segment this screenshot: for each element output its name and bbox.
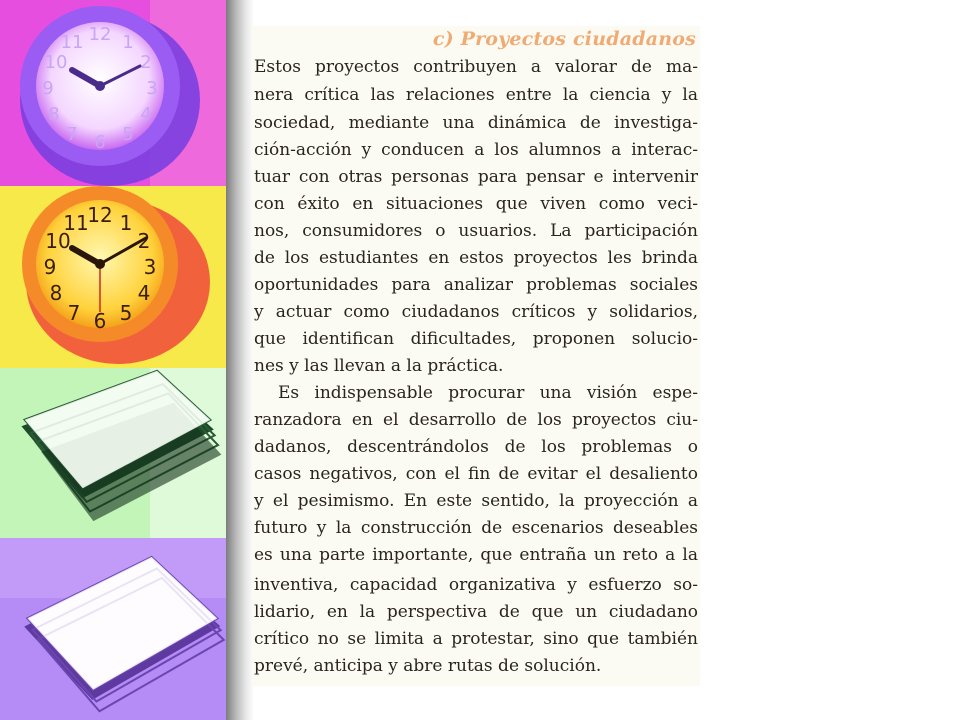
text-line: sociedad, mediante una dinámica de investiga- — [254, 113, 698, 133]
clock-numeral: 12 — [88, 24, 112, 45]
clock-numeral: 7 — [67, 301, 81, 325]
clock-numeral: 10 — [44, 52, 68, 73]
clock-numeral: 7 — [66, 124, 78, 145]
text-line: crítico no se limita a protestar, sino que también — [254, 629, 698, 649]
text-line: ranzadora en el desarrollo de los proyectos ciu- — [254, 410, 698, 430]
clock-numeral: 6 — [94, 132, 106, 153]
text-line: nos, consumidores o usuarios. La participación — [254, 221, 698, 241]
clock-numeral: 2 — [140, 52, 152, 73]
text-line: inventiva, capacidad organizativa y esfuerzo so- — [254, 575, 698, 595]
text-line: nera crítica las relaciones entre la ciencia y la — [254, 85, 698, 105]
text-line: lidario, en la perspectiva de que un ciudadano — [254, 602, 698, 622]
text-line: nes y las llevan a la práctica. — [254, 356, 504, 376]
clock-numeral: 8 — [48, 104, 60, 125]
text-line: tuar con otras personas para pensar e intervenir — [254, 167, 698, 187]
decorative-image-strip — [0, 0, 226, 720]
clock-numeral: 8 — [49, 281, 63, 305]
clock-numeral: 11 — [63, 211, 89, 235]
clock-image-yellow — [0, 186, 226, 368]
section-heading: c) Proyectos ciudadanos — [432, 28, 696, 50]
clock-numeral: 11 — [60, 32, 84, 53]
text-line: y actuar como ciudadanos críticos y solidarios, — [254, 302, 698, 322]
text-line: futuro y la construcción de escenarios deseables — [254, 518, 698, 538]
clock-numeral: 12 — [87, 203, 113, 227]
papers-image-green — [0, 368, 226, 538]
text-line: y el pesimismo. En este sentido, la proyección a — [254, 491, 698, 511]
clock-numeral: 2 — [137, 229, 151, 253]
text-line: casos negativos, con el fin de evitar el desaliento — [254, 464, 698, 484]
text-line: ción-acción y conducen a los alumnos a interac- — [254, 140, 698, 160]
text-line: dadanos, descentrándolos de los problemas o — [254, 437, 698, 457]
papers-image-violet — [0, 538, 226, 720]
clock-numeral: 1 — [122, 32, 134, 53]
text-line: que identifican dificultades, proponen solucio- — [254, 329, 698, 349]
clock-numeral: 3 — [146, 78, 158, 99]
clock-numeral: 4 — [137, 281, 151, 305]
text-line: de los estudiantes en estos proyectos les brinda — [254, 248, 698, 268]
clock-numeral: 10 — [45, 229, 71, 253]
clock-image-magenta — [0, 0, 226, 186]
clock-numeral: 5 — [119, 301, 133, 325]
text-line: es una parte importante, que entraña un reto a la — [254, 545, 698, 565]
clock-numeral: 6 — [93, 309, 107, 333]
text-line: con éxito en situaciones que viven como veci- — [254, 194, 698, 214]
text-line: Es indispensable procurar una visión espe- — [278, 383, 698, 403]
clock-numeral: 4 — [140, 104, 152, 125]
document-page — [252, 26, 700, 686]
clock-numeral: 5 — [122, 124, 134, 145]
text-line: Estos proyectos contribuyen a valorar de ma- — [254, 57, 698, 77]
clock-numeral: 9 — [43, 255, 57, 279]
clock-numeral: 3 — [143, 255, 157, 279]
text-line: oportunidades para analizar problemas sociales — [254, 275, 698, 295]
page-shadow-divider — [226, 0, 254, 720]
clock-numeral: 1 — [119, 211, 133, 235]
text-line: prevé, anticipa y abre rutas de solución. — [254, 656, 602, 676]
clock-numeral: 9 — [42, 78, 54, 99]
